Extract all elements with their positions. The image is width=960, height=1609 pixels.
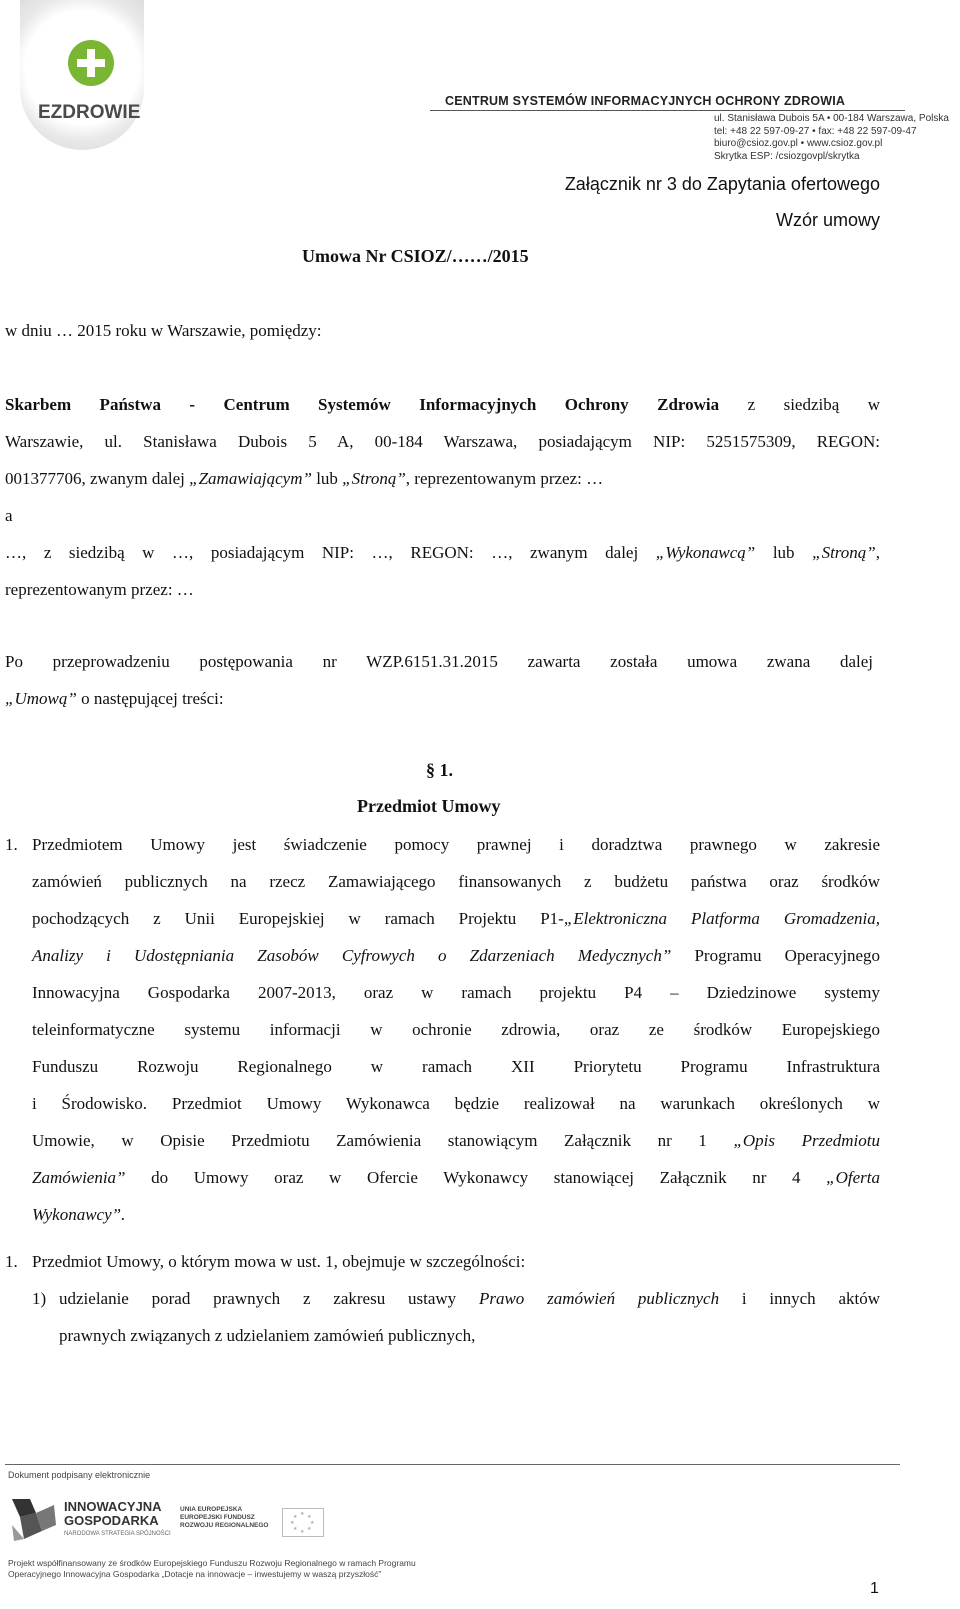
- project-funding-note: Projekt współfinansowany ze środków Europejskiego Funduszu Rozwoju Regionalnego w ramach Programu Operacyjnego Innowacyjna Gospodarka „Dotacje na innowacje – inwestujemy w waszą przyszłość”: [8, 1558, 416, 1579]
- intro-line: w dniu … 2015 roku w Warszawie, pomiędzy:: [5, 321, 322, 340]
- header-divider: [430, 110, 905, 111]
- clause1-line: Funduszu Rozwoju Regionalnego w ramach XII Priorytetu Programu Infrastruktura: [32, 1057, 880, 1076]
- signed-note: Dokument podpisany elektronicznie: [8, 1470, 151, 1480]
- eu-text: UNIA EUROPEJSKA EUROPEJSKI FUNDUSZ ROZWOJU REGIONALNEGO: [180, 1506, 269, 1529]
- attachment-label: Załącznik nr 3 do Zapytania ofertowego: [564, 174, 880, 194]
- ig-name: INNOWACYJNA GOSPODARKA: [64, 1499, 162, 1528]
- party1-line1: [5, 386, 880, 423]
- clause-number: 1.: [5, 1252, 18, 1271]
- clause1-line: Innowacyjna Gospodarka 2007-2013, oraz w ramach projektu P4 – Dziedzinowe systemy: [32, 983, 880, 1002]
- address-line: ul. Stanisława Dubois 5A • 00-184 Warszawa, Polska: [714, 113, 949, 124]
- party2-line2: reprezentowanym przez: …: [5, 580, 194, 599]
- item1-line2: prawnych związanych z udzielaniem zamówień publicznych,: [59, 1326, 476, 1345]
- party2-line1: …, z siedzibą w …, posiadającym NIP: …, REGON: …, zwanym dalej „Wykonawcą” lub „Stroną”,: [5, 543, 880, 562]
- address-line: Skrytka ESP: /csiozgovpl/skrytka: [714, 150, 860, 162]
- address-line: biuro@csioz.gov.pl • www.csioz.gov.pl: [714, 138, 883, 149]
- party1-line2: Warszawie, ul. Stanisława Dubois 5 A, 00-184 Warszawa, posiadającym NIP: 5251575309, REGON:: [5, 432, 880, 451]
- clause1-line: Umowie, w Opisie Przedmiotu Zamówienia stanowiącym Załącznik nr 1 „Opis Przedmiotu: [32, 1131, 880, 1150]
- section-number: § 1.: [426, 760, 453, 780]
- organization-name: CENTRUM SYSTEMÓW INFORMACYJNYCH OCHRONY ZDROWIA: [445, 94, 846, 108]
- clause1-line: teleinformatyczne systemu informacji w ochronie zdrowia, oraz ze środków Europejskiego: [32, 1020, 880, 1039]
- section-title: Przedmiot Umowy: [357, 796, 501, 816]
- clause2-text: Przedmiot Umowy, o którym mowa w ust. 1, obejmuje w szczególności:: [32, 1252, 526, 1271]
- organization-address: [714, 113, 949, 163]
- party1-seat: z siedzibą w: [747, 395, 881, 414]
- conjunction: a: [5, 506, 13, 525]
- clause1-line: zamówień publicznych na rzecz Zamawiającego finansowanych z budżetu państwa oraz środków: [32, 872, 880, 891]
- ig-subtitle: NARODOWA STRATEGIA SPÓJNOŚCI: [64, 1531, 171, 1537]
- clause1-body: [32, 826, 880, 1233]
- ezdrowie-logo: [18, 0, 148, 175]
- footer-divider: [5, 1464, 900, 1465]
- contract-title: Umowa Nr CSIOZ/……/2015: [302, 246, 529, 266]
- page-number: 1: [870, 1580, 879, 1597]
- eu-flag-icon: ★ ★ ★ ★ ★ ★ ★ ★: [282, 1508, 324, 1537]
- party1-line3: 001377706, zwanym dalej „Zamawiającym” lub „Stroną”, reprezentowanym przez: …: [5, 469, 604, 488]
- procedure-line2: „Umową” o następującej treści:: [5, 689, 224, 708]
- clause1-line: Zamówienia” do Umowy oraz w Ofercie Wykonawcy stanowiącej Załącznik nr 4 „Oferta: [32, 1168, 880, 1187]
- clause-number: 1.: [5, 835, 18, 854]
- clause1-line: Wykonawcy”.: [32, 1205, 126, 1224]
- clause1-line: pochodzących z Unii Europejskiej w ramach Projektu P1-„Elektroniczna Platforma Gromadzenia,: [32, 909, 880, 928]
- medical-cross-icon: [68, 40, 114, 86]
- item-number: 1): [32, 1289, 47, 1308]
- logo-text: EZDROWIE: [38, 102, 141, 123]
- clause1-line: Analizy i Udostępniania Zasobów Cyfrowych o Zdarzeniach Medycznych” Programu Operacyjnego: [32, 946, 880, 965]
- template-label: Wzór umowy: [775, 210, 880, 230]
- address-line: tel: +48 22 597-09-27 • fax: +48 22 597-09-47: [714, 125, 917, 137]
- party1-name: Skarbem Państwa - Centrum Systemów Informacyjnych Ochrony Zdrowia: [5, 395, 720, 414]
- clause1-line: i Środowisko. Przedmiot Umowy Wykonawca będzie realizował na warunkach określonych w: [32, 1094, 880, 1113]
- innowacyjna-gospodarka-logo-icon: [8, 1495, 60, 1545]
- item1-line1: udzielanie porad prawnych z zakresu ustawy Prawo zamówień publicznych i innych aktów: [59, 1289, 880, 1308]
- clause1-line: Przedmiotem Umowy jest świadczenie pomocy prawnej i doradztwa prawnego w zakresie: [32, 835, 880, 854]
- procedure-line1: Po przeprowadzeniu postępowania nr WZP.6151.31.2015 zawarta została umowa zwana dalej: [5, 652, 873, 671]
